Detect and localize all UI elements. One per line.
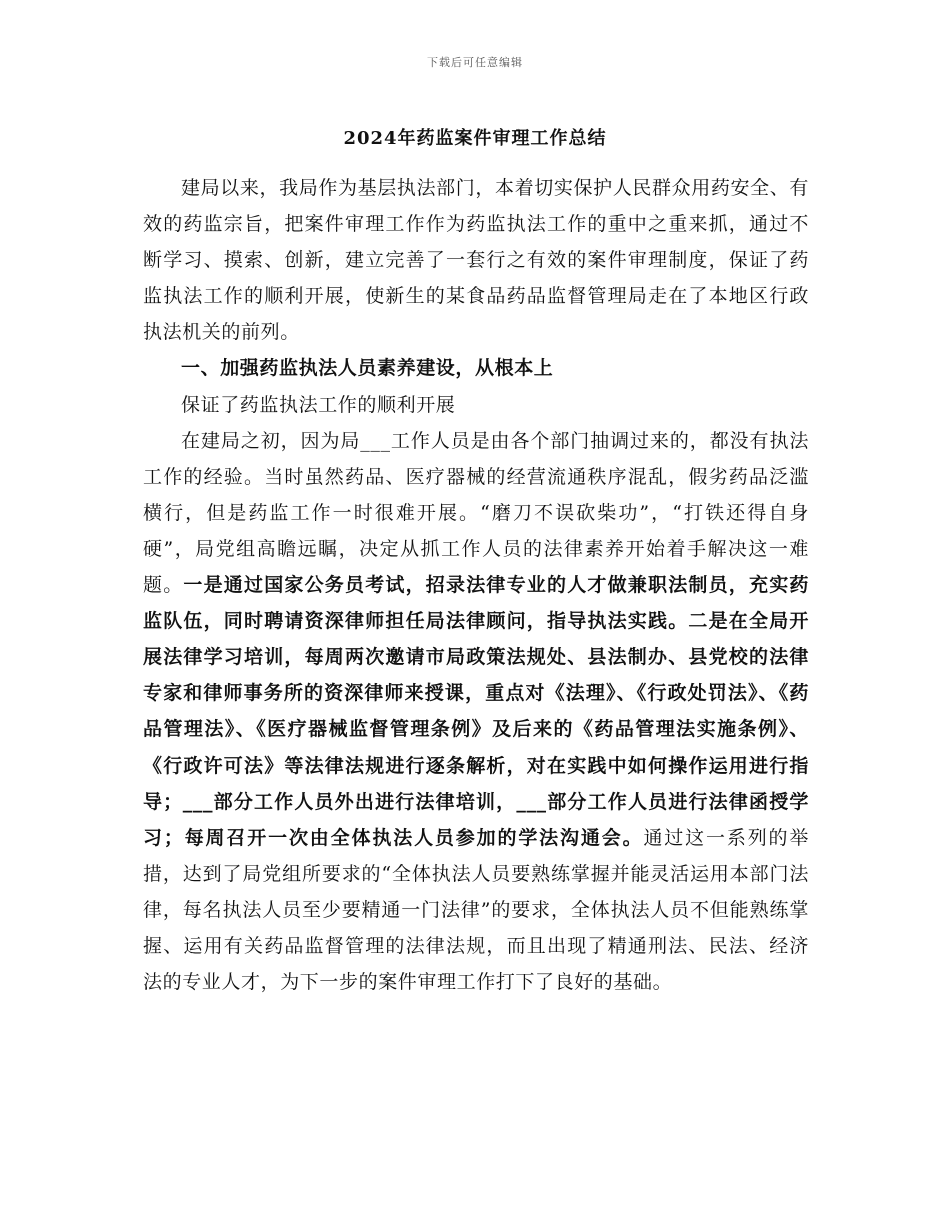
measures-bold-text: 一是通过国家公务员考试，招录法律专业的人才做兼职法制员，充实药监队伍，同时聘请资深律师担任局法律顾问，指导执法实践。二是在全局开展法律学习培训，每周两次邀请市局政策法规处、县法制办、县党校的法律专家和律师事务所的资深律师来授课，重点对《法理》、《行政处罚法》、《药品管理法》、《医疗器械监督管理条例》及后来的《药品管理法实施条例》、《行政许可法》等法律法规进行逐条解析，对在实践中如何操作运用进行指导；___部分工作人员外出进行法律培训，___部分工作人员进行法律函授学习；每周召开一次由全体执法人员参加的学法沟通会。 [143, 574, 809, 849]
document-title: 2024年药监案件审理工作总结 [343, 128, 607, 149]
page-header-note: 下载后可任意编辑 [427, 56, 523, 69]
measures-outcome-text: 通过这一系列的举措，达到了局党组所要求的“全体执法人员要熟练掌握并能灵活运用本部门法律，每名执法人员至少要精通一门法律”的要求，全体执法人员不但能熟练掌握、运用有关药品监督管理的法律法规，而且出现了精通刑法、民法、经济法的专业人才，为下一步的案件审理工作打下了良好的基础。 [143, 826, 809, 994]
document-body [143, 170, 809, 1000]
intro-paragraph: 建局以来，我局作为基层执法部门，本着切实保护人民群众用药安全、有效的药监宗旨，把案件审理工作作为药监执法工作的重中之重来抓，通过不断学习、摸索、创新，建立完善了一套行之有效的案件审理制度，保证了药监执法工作的顺利开展，使新生的某食品药品监督管理局走在了本地区行政执法机关的前列。 [143, 177, 809, 344]
measures-paragraph [143, 423, 809, 1001]
section-subheading: 保证了药监执法工作的顺利开展 [181, 393, 456, 416]
measures-text: 在建局之初，因为局___工作人员是由各个部门抽调过来的，都没有执法工作的经验。当时虽然药品、医疗器械的经营流通秩序混乱，假劣药品泛滥横行，但是药监工作一时很难开展。“磨刀不误砍柴功”，“打铁还得自身硬”，局党组高瞻远瞩，决定从抓工作人员的法律素养开始着手解决这一难题。 [143, 429, 809, 597]
section-heading: 一、加强药监执法人员素养建设，从根本上 [181, 357, 554, 380]
